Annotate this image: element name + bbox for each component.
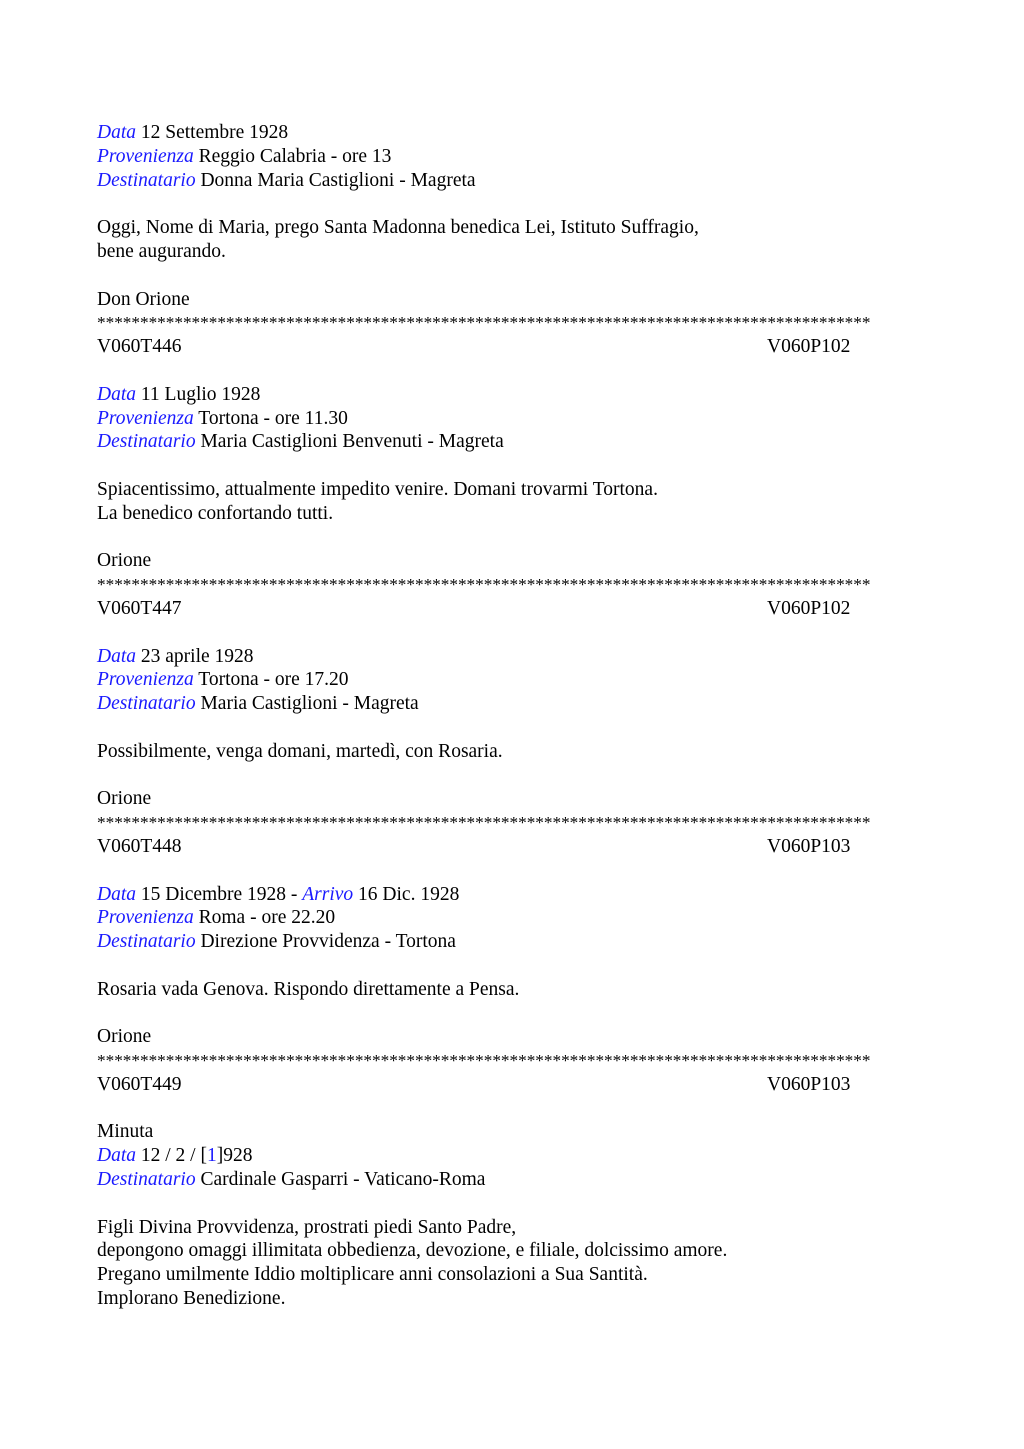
date-line <box>97 1144 927 1168</box>
data-label: Data <box>97 645 136 667</box>
date-prefix: 12 / 2 / [ <box>140 1145 207 1167</box>
provenance-value: Reggio Calabria - ore 13 <box>198 145 392 167</box>
page-code: V060P102 <box>767 336 851 358</box>
recipient-value: Maria Castiglioni Benvenuti - Magreta <box>200 431 504 453</box>
provenance-line <box>97 145 927 169</box>
entry-3 <box>97 645 927 883</box>
body-line: depongono omaggi illimitata obbedienza, devozione, e filiale, dolcissimo amore. <box>97 1240 728 1262</box>
arrivo-label: Arrivo <box>302 883 354 905</box>
destinatario-label: Destinatario <box>97 931 196 953</box>
recipient-line <box>97 430 927 454</box>
page-code: V060P103 <box>767 835 851 857</box>
recipient-value: Cardinale Gasparri - Vaticano-Roma <box>200 1169 486 1191</box>
separator: ****************************************************************************************** <box>97 313 871 333</box>
date-value: 11 Luglio 1928 <box>140 383 261 405</box>
code-line <box>97 335 927 359</box>
provenance-value: Tortona - ore 17.20 <box>198 669 349 691</box>
date-line <box>97 883 927 907</box>
date-line <box>97 121 927 145</box>
recipient-line <box>97 169 927 193</box>
data-label: Data <box>97 383 136 405</box>
data-label: Data <box>97 883 136 905</box>
body-line: Spiacentissimo, attualmente impedito venire. Domani trovarmi Tortona. <box>97 478 658 500</box>
body-line: La benedico confortando tutti. <box>97 502 334 524</box>
text-code: V060T448 <box>97 835 182 857</box>
provenienza-label: Provenienza <box>97 407 194 429</box>
body-line: Possibilmente, venga domani, martedì, con Rosaria. <box>97 740 503 762</box>
date-bracket-digit: 1 <box>206 1145 217 1167</box>
provenance-value: Roma - ore 22.20 <box>198 907 336 929</box>
provenance-value: Tortona - ore 11.30 <box>198 407 348 429</box>
provenance-line <box>97 906 927 930</box>
text-code: V060T446 <box>97 336 182 358</box>
separator: ****************************************************************************************** <box>97 813 871 833</box>
recipient-line <box>97 692 927 716</box>
body-line: Pregano umilmente Iddio moltiplicare anni consolazioni a Sua Santità. <box>97 1264 648 1286</box>
destinatario-label: Destinatario <box>97 693 196 715</box>
document-content <box>97 121 927 1311</box>
entry-1 <box>97 121 927 383</box>
signature: Don Orione <box>97 288 190 310</box>
date-value: 23 aprile 1928 <box>140 645 254 667</box>
entry-4 <box>97 883 927 1121</box>
arrival-value: 16 Dic. 1928 <box>358 883 460 905</box>
body-line: Figli Divina Provvidenza, prostrati piedi Santo Padre, <box>97 1216 517 1238</box>
date-value: 15 Dicembre 1928 - <box>140 883 298 905</box>
provenienza-label: Provenienza <box>97 907 194 929</box>
code-line <box>97 1073 927 1097</box>
body-line: Rosaria vada Genova. Rispondo direttamente a Pensa. <box>97 978 520 1000</box>
recipient-line <box>97 930 927 954</box>
text-code: V060T449 <box>97 1073 182 1095</box>
page-code: V060P103 <box>767 1073 851 1095</box>
date-line <box>97 645 927 669</box>
recipient-line <box>97 1168 927 1192</box>
text-code: V060T447 <box>97 597 182 619</box>
data-label: Data <box>97 1145 136 1167</box>
entry-5 <box>97 1120 927 1310</box>
separator: ****************************************************************************************** <box>97 1051 871 1071</box>
date-value: 12 Settembre 1928 <box>140 122 289 143</box>
document-type: Minuta <box>97 1121 154 1143</box>
date-suffix: ]928 <box>216 1145 253 1167</box>
body-line: Implorano Benedizione. <box>97 1288 286 1310</box>
body-line: bene augurando. <box>97 240 226 262</box>
signature: Orione <box>97 1026 152 1048</box>
provenance-line <box>97 668 927 692</box>
code-line <box>97 597 927 621</box>
destinatario-label: Destinatario <box>97 169 196 191</box>
provenance-line <box>97 407 927 431</box>
code-line <box>97 835 927 859</box>
entry-2 <box>97 383 927 645</box>
destinatario-label: Destinatario <box>97 1169 196 1191</box>
page-code: V060P102 <box>767 597 851 619</box>
recipient-value: Maria Castiglioni - Magreta <box>200 693 419 715</box>
signature: Orione <box>97 788 152 810</box>
signature: Orione <box>97 550 152 572</box>
data-label: Data <box>97 122 136 143</box>
destinatario-label: Destinatario <box>97 431 196 453</box>
body-line: Oggi, Nome di Maria, prego Santa Madonna benedica Lei, Istituto Suffragio, <box>97 217 699 239</box>
separator: ****************************************************************************************** <box>97 575 871 595</box>
recipient-value: Direzione Provvidenza - Tortona <box>200 931 456 953</box>
date-line <box>97 383 927 407</box>
provenienza-label: Provenienza <box>97 669 194 691</box>
recipient-value: Donna Maria Castiglioni - Magreta <box>200 169 476 191</box>
provenienza-label: Provenienza <box>97 145 194 167</box>
